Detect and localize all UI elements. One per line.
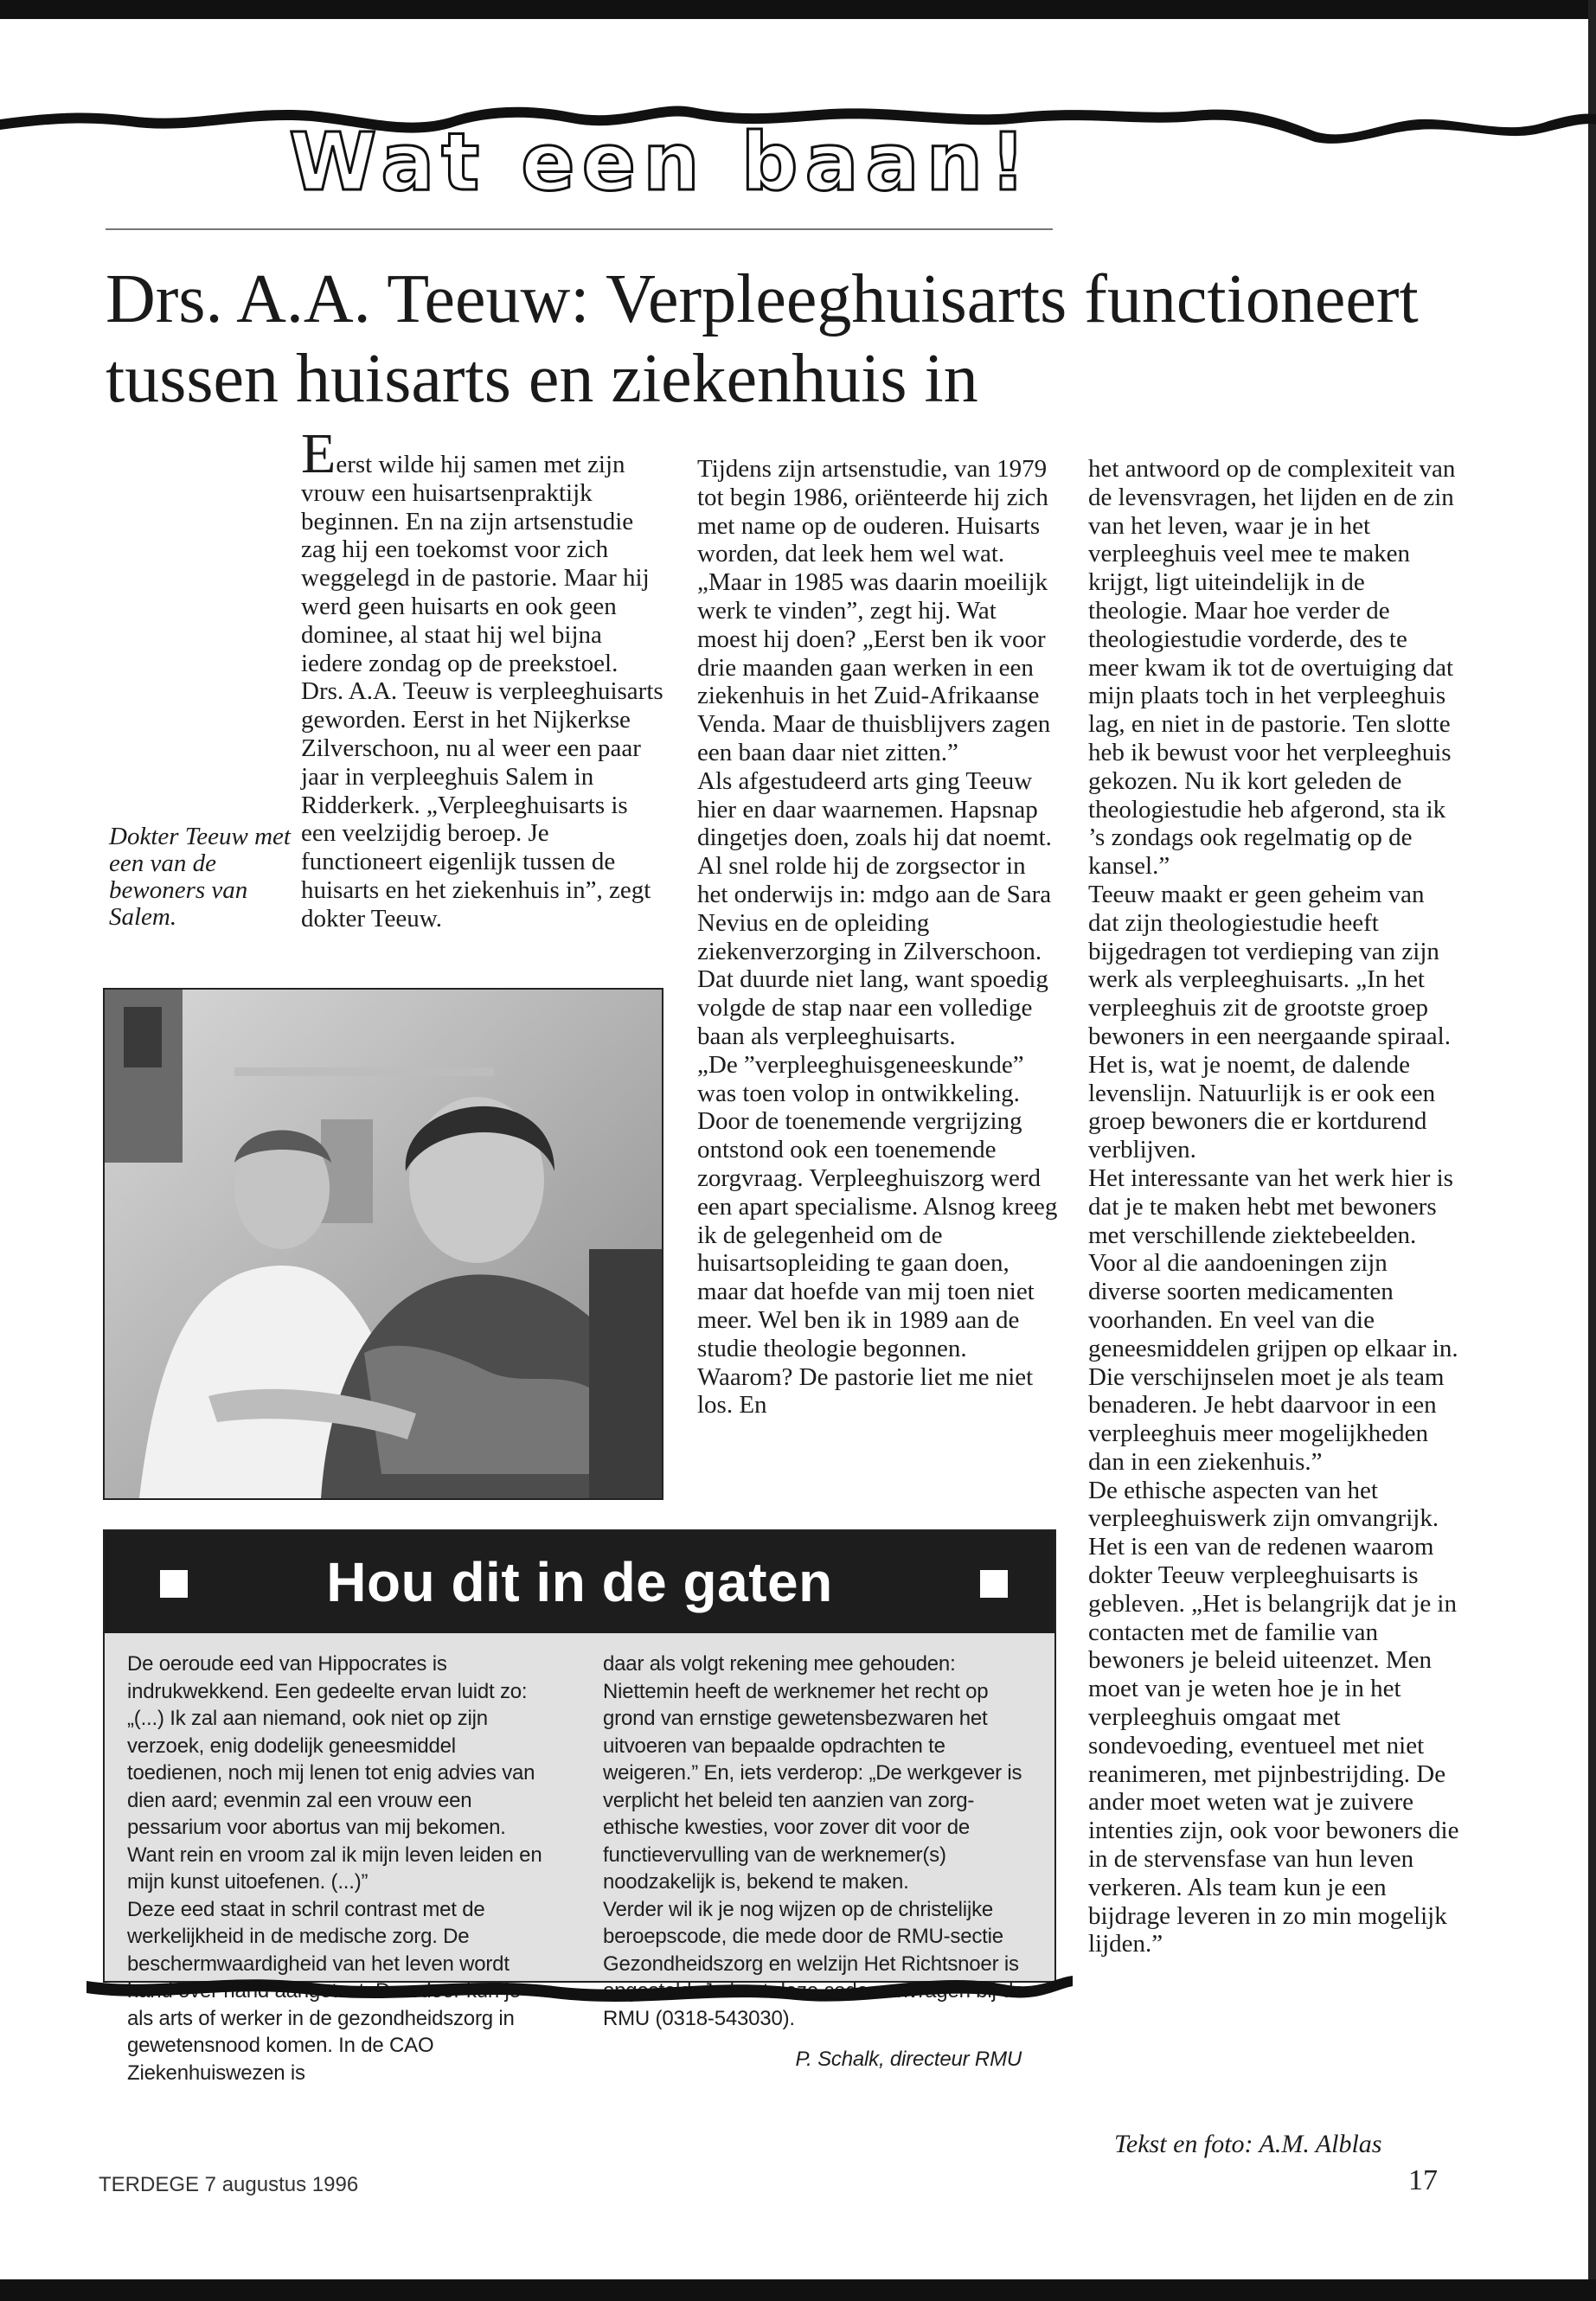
photo-caption: Dokter Teeuw met een van de bewoners van Salem. [109,823,291,931]
right-border [1588,0,1596,2301]
publication-footer: TERDEGE 7 augustus 1996 [99,2173,359,2196]
sidebar-paragraph-2: Deze eed staat in schril contrast met de werkelijkheid in de medische zorg. De beschermwaardigheid van het leven wordt als arts of werker in de gezondheidszorg in gewetensnood komen. In de CAO Ziekenhuiswezen is [127,1897,515,2085]
article-intro-paragraph [301,422,664,933]
article-column-1 [301,422,664,933]
sidebar-column-1 [127,1650,551,2086]
col3-paragraph-2: Teeuw maakt er geen geheim van dat zijn theologiestudie heeft bijgedragen tot verdieping van zijn werk als verpleeghuisarts. „In het verpleeghuis zit de grootste groep bewoners in een neergaande spiraal. Het is, wat je noemt, de dalende levenslijn. Natuurlijk is er ook een groep bewoners die er kortdurend verblijven. [1088,880,1451,1164]
col2-paragraph-1: Tijdens zijn artsenstudie, van 1979 tot begin 1986, oriënteerde hij zich met name op de ouderen. Huisarts worden, dat leek hem wel wat. „Maar in 1985 was daarin moeilijk werk te vinden”, zegt hij. Wat moest hij doen? „Eerst ben ik voor drie maanden gaan werken in een ziekenhuis in het Zuid-Afrikaanse Venda. Maar de thuisblijvers zagen een baan daar niet zitten.” [697,455,1051,766]
article-column-3 [1088,455,1460,1958]
sidebar-box [103,1529,1056,2085]
intro-text: erst wilde hij samen met zijn vrouw een huisartsenpraktijk beginnen. En na zijn artsenstudie zag hij een toekomst voor zich weggelegd in de pastorie. Maar hij werd geen huisarts en ook geen dominee, al staat hij wel bijna iedere zondag op de preekstoel. Drs. A.A. Teeuw is verpleeghuisarts geworden. Eerst in het Nijkerkse Zilverschoon, nu al weer een paar jaar in verpleeghuis Salem in Ridderkerk. „Verpleeghuisarts is een veelzijdig beroep. Je functioneert eigenlijk tussen de huisarts en het ziekenhuis in”, zegt dokter Teeuw. [301,451,663,933]
drop-cap: E [301,422,337,485]
rubric-divider [106,228,1053,230]
photo-text-credit: Tekst en foto: A.M. Alblas [1114,2130,1382,2158]
headline-line-2: tussen huisarts en ziekenhuis in [106,341,978,417]
sidebar-paragraph-4: Verder wil ik je nog wijzen op de christelijke beroepscode, die mede door de RMU-sectie Gezondheidszorg en welzijn Het Richtsnoer is RMU (0318-543030). [603,1897,1019,2030]
sidebar-paragraph-1: De oeroude eed van Hippocrates is indrukwekkend. Een gedeelte ervan luidt zo: „(...) Ik zal aan niemand, ook niet op zijn verzoek, enig dodelijk geneesmiddel toedienen, noch mij lenen tot enig advies van dien aard; evenmin zal een vrouw een pessarium voor abortus van mij bekomen. Want rein en vroom zal ik mijn leven leiden en mijn kunst uitoefenen. (...)” [127,1652,542,1894]
sidebar-paragraph-3: daar als volgt rekening mee gehouden: Niettemin heeft de werknemer het recht op grond van ernstige gewetensbezwaren het uitvoeren van bepaalde opdrachten te weigeren.” En, iets verderop: „De werkgever is verplicht het beleid ten aanzien van zorg-ethische kwesties, voor zover dit voor de functievervulling van de werknemer(s) noodzakelijk is, bekend te maken. [603,1652,1022,1894]
section-rubric: Wat een baan! [289,116,1034,208]
photo-doctor-with-resident-icon [105,990,662,1498]
col2-paragraph-2: Als afgestudeerd arts ging Teeuw hier en daar waarnemen. Hapsnap dingetjes doen, zoals hij dat noemt. Al snel rolde hij de zorgsector in het onderwijs in: mdgo aan de Sara Nevius en de opleiding ziekenverzorging in Zilverschoon. Dat duurde niet lang, want spoedig volgde de stap naar een volledige baan als verpleeghuisarts. [697,766,1052,1050]
square-bullet-icon [980,1570,1008,1598]
sidebar-header [105,1531,1054,1633]
sidebar-signature: P. Schalk, directeur RMU [795,2048,1022,2071]
top-border [0,0,1596,19]
headline-line-1: Drs. A.A. Teeuw: Verpleeghuisarts functioneert [106,261,1419,337]
col3-paragraph-3: Het interessante van het werk hier is dat je te maken hebt met bewoners met verschillende ziektebeelden. Voor al die aandoeningen zijn diverse soorten medicamenten voorhanden. En veel van die geneesmiddelen grijpen op elkaar in. Die verschijnselen moet je als team benaderen. Je hebt daarvoor in een verpleeghuis meer mogelijkheden dan in een ziekenhuis.” [1088,1163,1458,1476]
sidebar-title: Hou dit in de gaten [326,1551,833,1613]
torn-paper-edge [87,1952,1073,2021]
col3-paragraph-1: het antwoord op de complexiteit van de levensvragen, het lijden en de zin van het leven, waar je in het verpleeghuis veel mee te maken krijgt, ligt uiteindelijk in de theologie. Maar hoe verder de theologiestudie vorderde, des te meer kwam ik tot de overtuiging dat mijn plaats toch in het verpleeghuis lag, en niet in de pastorie. Ten slotte heb ik bewust voor het verpleeghuis gekozen. Nu ik kort geleden de theologiestudie heb afgerond, sta ik ’s zondags ook regelmatig op de kansel.” [1088,455,1456,881]
page-number: 17 [1408,2164,1438,2196]
article-photo [103,988,663,1500]
col3-paragraph-4: De ethische aspecten van het verpleeghuiswerk zijn omvangrijk. Het is een van de redenen waarom dokter Teeuw verpleeghuisarts is gebleven. „Het is belangrijk dat je in contacten met de familie van bewoners je beleid uiteenzet. Men moet van je weten hoe je in het verpleeghuis omgaat met sondevoeding, eventueel met niet reanimeren, met pijnbestrijding. De ander moet weten wat je zuivere intenties zijn, ook voor bewoners die in de stervensfase van hun leven verkeren. Als team kun je een bijdrage leveren in zo min mogelijk lijden.” [1088,1476,1459,1958]
square-bullet-icon [160,1570,188,1598]
article-headline [106,260,1507,419]
col2-paragraph-3: „De ”verpleeghuisgeneeskunde” was toen volop in ontwikkeling. Door de toenemende vergrijzing ontstond ook een toenemende zorgvraag. Verpleeghuiszorg werd een apart specialisme. Alsnog kreeg ik de gelegenheid om de huisartsopleiding te gaan doen, maar dat hoefde van mij toen niet meer. Wel ben ik in 1989 aan de studie theologie begonnen. Waarom? De pastorie liet me niet los. En [697,1050,1058,1420]
article-column-2 [697,455,1061,1420]
bottom-border [0,2279,1596,2301]
